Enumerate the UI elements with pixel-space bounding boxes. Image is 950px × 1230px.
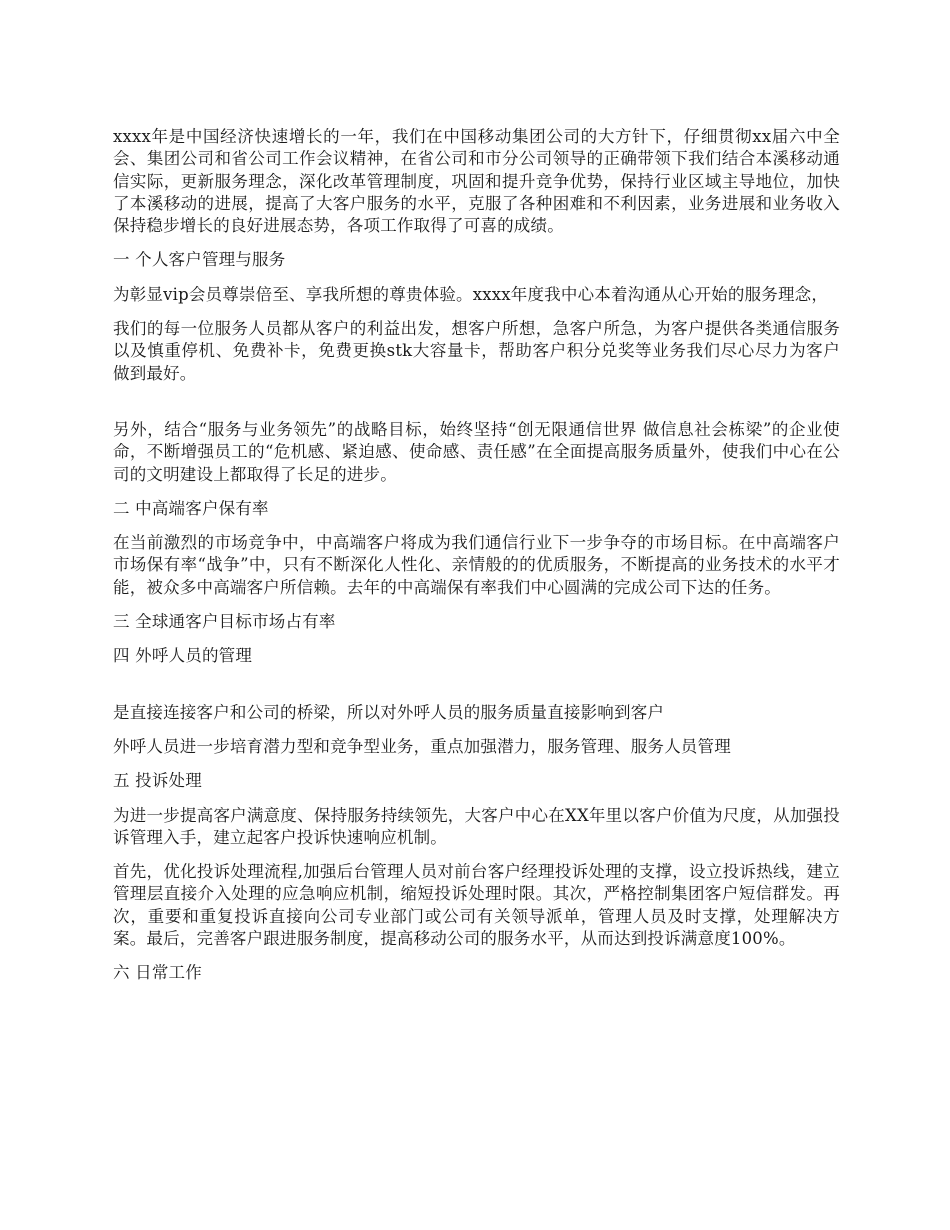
section-heading-2: 二 中高端客户保有率: [113, 498, 269, 518]
section-5-paragraph-1: 为进一步提高客户满意度、保持服务持续领先，大客户中心在XX年里以客户价值为尺度，从加强投诉管理入手，建立起客户投诉快速响应机制。: [113, 805, 840, 847]
section-heading-6: 六 日常工作: [113, 963, 202, 983]
section-heading-1: 一 个人客户管理与服务: [113, 250, 286, 270]
intro-paragraph: xxxx年是中国经济快速增长的一年，我们在中国移动集团公司的大方针下，仔细贯彻xx届六中全会、集团公司和省公司工作会议精神，在省公司和市分公司领导的正确带领下我们结合本溪移动通信实际，更新服务理念，深化改革管理制度，巩固和提升竞争优势，保持行业区域主导地位，加快了本溪移动的进展，提高了大客户服务的水平，克服了各种困难和不利因素，业务进展和业务收入保持稳步增长的良好进展态势，各项工作取得了可喜的成绩。: [113, 127, 840, 236]
section-1-paragraph-1: 为彰显vip会员尊崇倍至、享我所想的尊贵体验。xxxx年度我中心本着沟通从心开始的服务理念，: [113, 284, 829, 304]
blank-line: [113, 397, 840, 419]
section-1-paragraph-3: 另外，结合“服务与业务领先”的战略目标，始终坚持“创无限通信世界 做信息社会栋梁”的企业使命，不断增强员工的“危机感、紧迫感、使命感、责任感”在全面提高服务质量外，使我们中心在公司的文明建设上都取得了长足的进步。: [113, 419, 840, 484]
section-heading-4: 四 外呼人员的管理: [113, 646, 253, 666]
section-4-paragraph-1: 是直接连接客户和公司的桥梁，所以对外呼人员的服务质量直接影响到客户: [113, 702, 665, 722]
section-5-paragraph-2: 首先，优化投诉处理流程,加强后台管理人员对前台客户经理投诉处理的支撑，设立投诉热线，建立管理层直接介入处理的应急响应机制，缩短投诉处理时限。其次，严格控制集团客户短信群发。再次，重要和重复投诉直接向公司专业部门或公司有关领导派单，管理人员及时支撑，处理解决方案。最后，完善客户跟进服务制度，提高移动公司的服务水平，从而达到投诉满意度100%。: [113, 862, 840, 949]
section-heading-3: 三 全球通客户目标市场占有率: [113, 612, 336, 632]
blank-line: [113, 680, 840, 702]
section-1-paragraph-2: 我们的每一位服务人员都从客户的利益出发，想客户所想，急客户所急，为客户提供各类通信服务以及慎重停机、免费补卡，免费更换stk大容量卡，帮助客户积分兑奖等业务我们尽心尽力为客户做到最好。: [113, 319, 840, 383]
section-heading-5: 五 投诉处理: [113, 771, 202, 791]
section-4-paragraph-2: 外呼人员进一步培育潜力型和竞争型业务，重点加强潜力，服务管理、服务人员管理: [113, 736, 731, 756]
section-2-paragraph-1: 在当前激烈的市场竞争中，中高端客户将成为我们通信行业下一步争夺的市场目标。在中高端客户市场保有率“战争”中，只有不断深化人性化、亲情般的的优质服务，不断提高的业务技术的水平才能，被众多中高端客户所信赖。去年的中高端保有率我们中心圆满的完成公司下达的任务。: [113, 533, 840, 597]
